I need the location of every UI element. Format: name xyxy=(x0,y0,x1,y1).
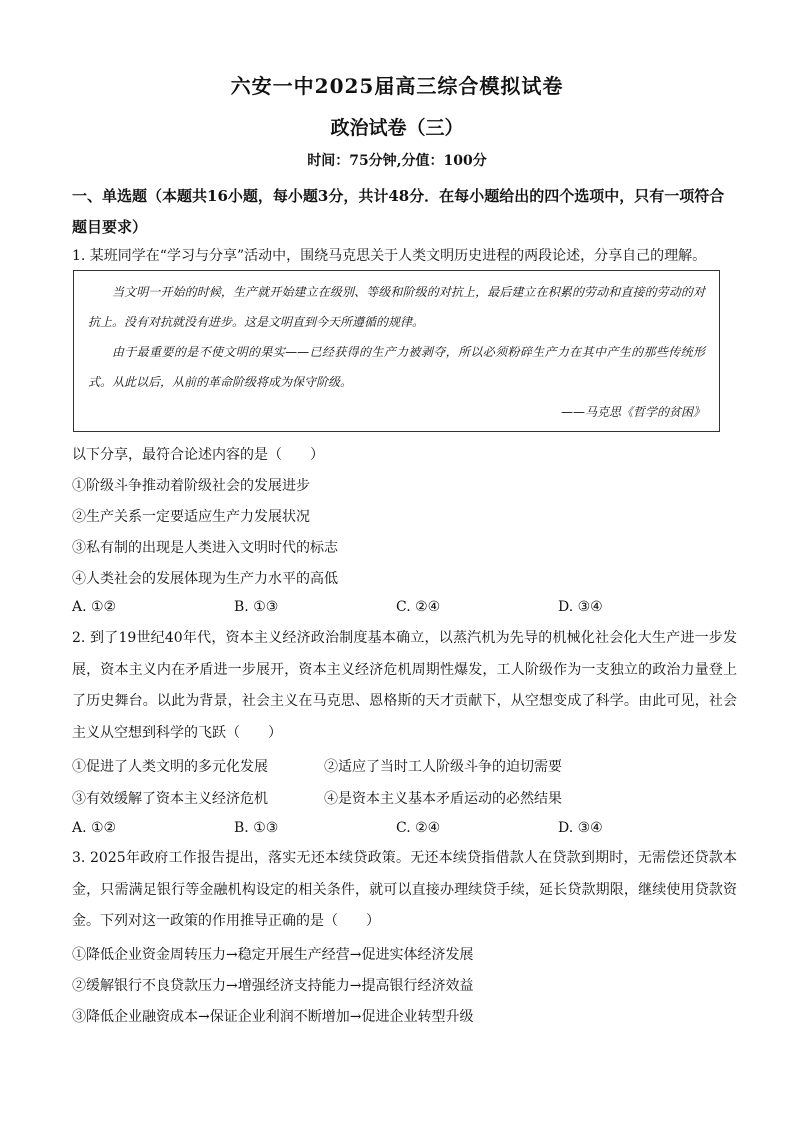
q3-stem: 3. 2025年政府工作报告提出，落实无还本续贷政策。无还本续贷指借款人在贷款到期时，无需偿还贷款本金，只需满足银行等金融机构设定的相关条件，就可以直接办理续贷手续，延长贷款期限，继续使用贷款资金。下列对这一政策的作用推导正确的是（ ） xyxy=(72,850,737,929)
q1-quote-source: ——马克思《哲学的贫困》 xyxy=(560,405,705,419)
q2-item-1: ①促进了人类文明的多元化发展 xyxy=(72,759,268,775)
q2-stem: 2. 到了19世纪40年代，资本主义经济政治制度基本确立，以蒸汽机为先导的机械化社会化大生产进一步发展，资本主义内在矛盾进一步展开，资本主义经济危机周期性爆发，工人阶级作为一支独立的政治力量登上了历史舞台。以此为背景，社会主义在马克思、恩格斯的天才贡献下，从空想变成了科学。由此可见，社会主义从空想到科学的飞跃（ ） xyxy=(72,630,737,741)
q1-item-1: ①阶级斗争推动着阶级社会的发展进步 xyxy=(72,478,310,494)
q1-option-d: D. ③④ xyxy=(558,599,603,615)
q2-item-2: ②适应了当时工人阶级斗争的迫切需要 xyxy=(324,759,562,775)
q2-item-4: ④是资本主义基本矛盾运动的必然结果 xyxy=(324,791,562,807)
q2-option-d: D. ③④ xyxy=(558,820,603,836)
q2-option-a: A. ①② xyxy=(72,820,117,836)
section-heading: 一、单选题（本题共16小题，每小题3分，共计48分．在每小题给出的四个选项中，只有一项符合题目要求） xyxy=(72,187,725,236)
q1-item-3: ③私有制的出现是人类进入文明时代的标志 xyxy=(72,540,338,556)
q3-item-3: ③降低企业融资成本→保证企业利润不断增加→促进企业转型升级 xyxy=(72,1009,474,1025)
q2-option-c: C. ②④ xyxy=(396,820,441,836)
q1-option-b: B. ①③ xyxy=(234,599,279,615)
q1-quote-box xyxy=(73,270,720,432)
q1-quote-paragraph-2: 由于最重要的是不使文明的果实——已经获得的生产力被剥夺，所以必须粉碎生产力在其中产生的那些传统形式。从此以后，从前的革命阶级将成为保守阶级。 xyxy=(88,345,705,389)
q2-option-b: B. ①③ xyxy=(234,820,279,836)
q1-question: 以下分享，最符合论述内容的是（ ） xyxy=(72,447,324,463)
exam-title: 六安一中2025届高三综合模拟试卷 xyxy=(230,74,564,98)
q1-option-a: A. ①② xyxy=(72,599,117,615)
time-info: 时间：75分钟,分值：100分 xyxy=(307,153,487,169)
q2-item-3: ③有效缓解了资本主义经济危机 xyxy=(72,791,268,807)
q1-option-c: C. ②④ xyxy=(396,599,441,615)
q3-item-2: ②缓解银行不良贷款压力→增强经济支持能力→提高银行经济效益 xyxy=(72,978,474,994)
q1-item-2: ②生产关系一定要适应生产力发展状况 xyxy=(72,509,310,525)
q1-quote-paragraph-1: 当文明一开始的时候，生产就开始建立在级别、等级和阶级的对抗上，最后建立在积累的劳动和直接的劳动的对抗上。没有对抗就没有进步。这是文明直到今天所遵循的规律。 xyxy=(88,285,705,329)
q1-stem: 1. 某班同学在“学习与分享”活动中，围绕马克思关于人类文明历史进程的两段论述，分享自己的理解。 xyxy=(72,248,707,264)
q1-item-4: ④人类社会的发展体现为生产力水平的高低 xyxy=(72,571,338,587)
exam-subtitle: 政治试卷（三） xyxy=(330,117,464,139)
q3-item-1: ①降低企业资金周转压力→稳定开展生产经营→促进实体经济发展 xyxy=(72,947,474,963)
